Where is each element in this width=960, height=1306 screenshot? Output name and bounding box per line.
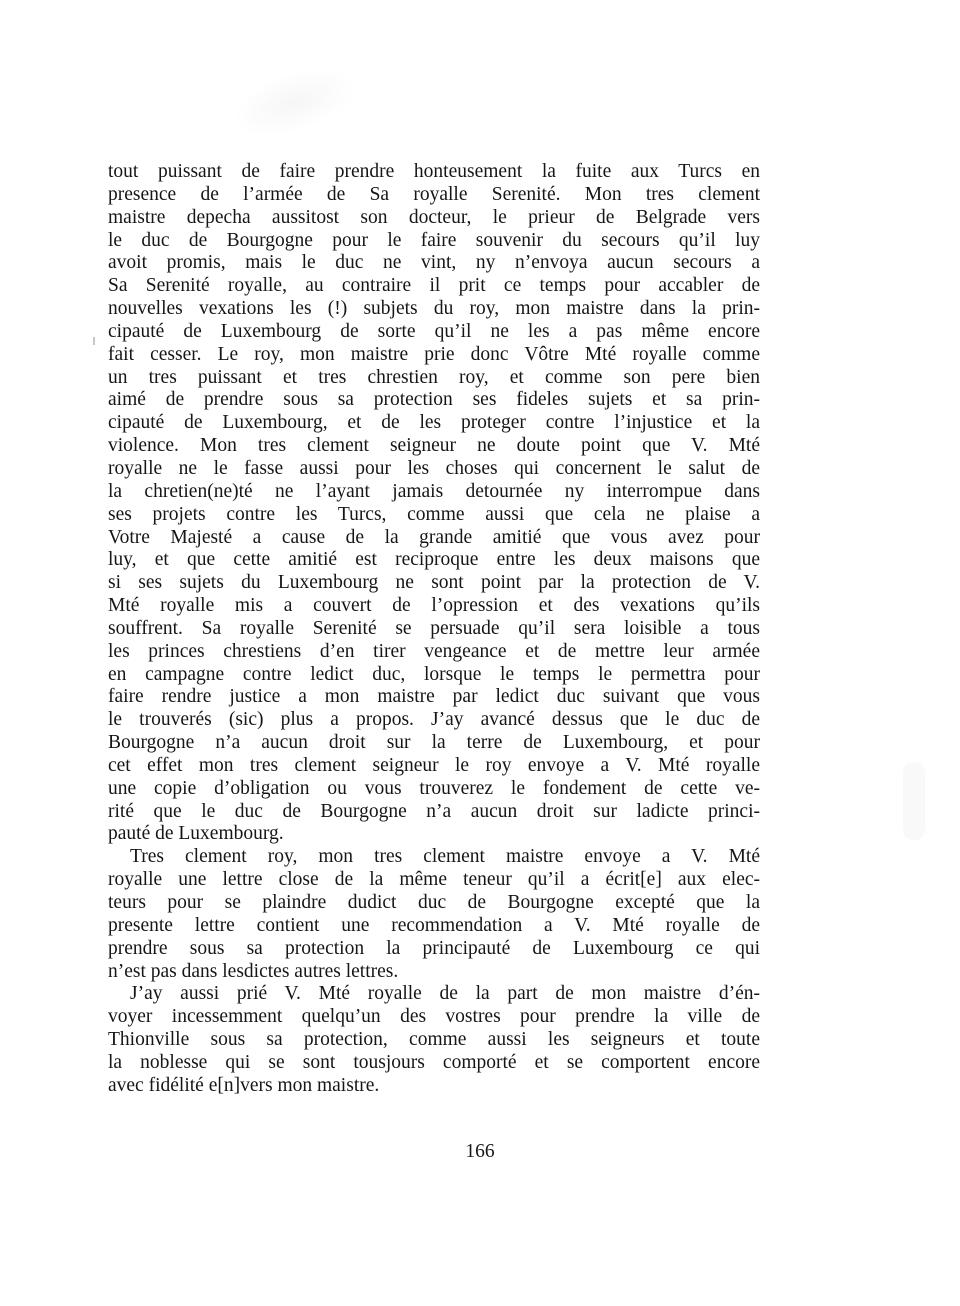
text-line: en campagne contre ledict duc, lorsque le temps le permettra pour (108, 663, 760, 685)
text-line: teurs pour se plaindre dudict duc de Bourgogne excepté que la (108, 892, 760, 913)
text-line: cipauté de Luxembourg, et de les proteger contre l’injustice et la (108, 412, 760, 434)
text-line: J’ay aussi prié V. Mté royalle de la part de mon maistre d’én- (130, 983, 760, 1005)
text-line: la chretien(ne)té ne l’ayant jamais detournée ny interrompue dans (108, 480, 760, 502)
scan-margin-mark (903, 762, 925, 840)
text-line: Votre Majesté a cause de la grande amitié que vous avez pour (108, 526, 760, 548)
text-line: maistre depecha aussitost son docteur, le prieur de Belgrade vers (108, 206, 760, 228)
text-line: aimé de prendre sous sa protection ses fideles sujets et sa prin- (108, 389, 760, 411)
text-line: le duc de Bourgogne pour le faire souvenir du secours qu’il luy (108, 229, 760, 251)
scan-smudge (224, 53, 366, 150)
text-line: fait cesser. Le roy, mon maistre prie donc Vôtre Mté royalle comme (108, 343, 760, 365)
text-line: avec fidélité e[n]vers mon maistre. (108, 1074, 380, 1096)
text-line: cipauté de Luxembourg de sorte qu’il ne les a pas même encore (108, 320, 760, 342)
text-line: nouvelles vexations les (!) subjets du roy, mon maistre dans la prin- (108, 298, 760, 320)
text-line: avoit promis, mais le duc ne vint, ny n’envoya aucun secours a (108, 252, 760, 274)
text-line: tout puissant de faire prendre honteusement la fuite aux Turcs en (108, 161, 760, 182)
page-number: 166 (465, 1141, 495, 1162)
text-line: la noblesse qui se sont tousjours comporté et se comportent encore (108, 1051, 760, 1073)
text-line: Tres clement roy, mon tres clement maistre envoye a V. Mté (130, 846, 760, 868)
text-line: rité que le duc de Bourgogne n’a aucun droit sur ladicte princi- (108, 800, 760, 822)
text-line: prendre sous sa protection la principauté de Luxembourg ce qui (108, 937, 760, 959)
text-line: les princes chrestiens d’en tirer vengeance et de mettre leur armée (108, 640, 760, 662)
text-line: voyer incessemment quelqu’un des vostres pour prendre la ville de (108, 1006, 760, 1028)
text-line: cet effet mon tres clement seigneur le roy envoye a V. Mté royalle (108, 754, 760, 776)
text-line: le trouverés (sic) plus a propos. J’ay avancé dessus que le duc de (108, 709, 760, 731)
text-line: si ses sujets du Luxembourg ne sont point par la protection de V. (108, 572, 760, 594)
text-line: Bourgogne n’a aucun droit sur la terre de Luxembourg, et pour (108, 732, 760, 754)
text-line: Sa Serenité royalle, au contraire il prit ce temps pour accabler de (108, 275, 760, 297)
body-text (108, 161, 760, 1098)
text-line: n’est pas dans lesdictes autres lettres. (108, 960, 399, 982)
text-line: faire rendre justice a mon maistre par ledict duc suivant que vous (108, 686, 760, 708)
scan-margin-tick (93, 337, 95, 345)
text-line: pauté de Luxembourg. (108, 823, 284, 845)
text-line: ses projets contre les Turcs, comme aussi que cela ne plaise a (108, 503, 760, 525)
text-line: presence de l’armée de Sa royalle Serenité. Mon tres clement (108, 183, 760, 205)
text-line: presente lettre contient une recommendation a V. Mté royalle de (108, 914, 760, 936)
text-line: royalle ne le fasse aussi pour les choses qui concernent le salut de (108, 457, 760, 479)
text-line: violence. Mon tres clement seigneur ne doute point que V. Mté (108, 435, 760, 457)
text-line: royalle une lettre close de la même teneur qu’il a écrit[e] aux elec- (108, 869, 760, 891)
text-line: un tres puissant et tres chrestien roy, et comme son pere bien (108, 366, 760, 388)
text-line: Thionville sous sa protection, comme aussi les seigneurs et toute (108, 1029, 760, 1051)
text-line: luy, et que cette amitié est reciproque entre les deux maisons que (108, 549, 760, 571)
text-line: souffrent. Sa royalle Serenité se persuade qu’il sera loisible a tous (108, 617, 760, 639)
text-line: une copie d’obligation ou vous trouverez le fondement de cette ve- (108, 777, 760, 799)
text-line: Mté royalle mis a couvert de l’opression et des vexations qu’ils (108, 595, 760, 617)
